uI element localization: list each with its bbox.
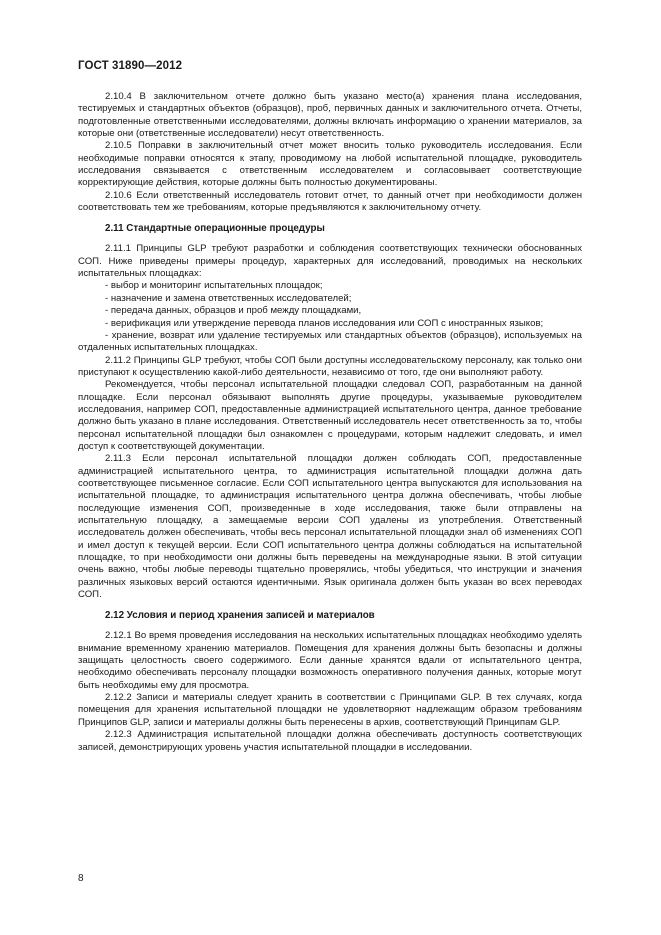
list-item: - выбор и мониторинг испытательных площадок; [105, 280, 323, 292]
paragraph-2-12-1: 2.12.1 Во время проведения исследования на нескольких испытательных площадках необходимо уделять внимание временному хранению материалов. Помещения для хранения должны быть безопасны и должны защищать целостность своего содержимого. Если данные хранятся вдали от испытательного центра, необходимо обеспечивать персоналу площадки возможность оперативного получения данных, которые могут быть необходимы ему для просмотра. [78, 630, 582, 691]
section-heading-2-11: 2.11 Стандартные операционные процедуры [105, 223, 325, 235]
paragraph-2-10-4: 2.10.4 В заключительном отчете должно быть указано место(а) хранения плана исследования, тестируемых и стандартных объектов (образцов), проб, первичных данных и заключительного отчета. Отчеты, подготовленные ответственными исследователями, должны включать информацию о хранении материалов, за которые они (ответственные исследователи) несут ответственность. [78, 91, 582, 140]
paragraph-recommendation: Рекомендуется, чтобы персонал испытательной площадки следовал СОП, разработанным на данной площадке. Если персонал обязывают выполнять другие процедуры, указываемые руководителем исследования, например СОП, предоставленные администрацией испытательного центра, данное требование должно быть указано в плане исследования. Ответственный исследователь несет ответственность за то, чтобы персонал испытательной площадки был ознакомлен с процедурами, которым надлежит следовать, и имел доступ к соответствующей документации. [78, 379, 582, 452]
paragraph-2-12-3: 2.12.3 Администрация испытательной площадки должна обеспечивать доступность соответствующих записей, демонстрирующих уровень участия испытательной площадки в исследовании. [78, 729, 582, 753]
document-body [78, 91, 582, 754]
paragraph-2-11-2: 2.11.2 Принципы GLP требуют, чтобы СОП были доступны исследовательскому персоналу, как только они приступают к осуществлению какой-либо деятельности, независимо от того, где они выполняют работу. [78, 354, 582, 378]
paragraph-2-10-6: 2.10.6 Если ответственный исследователь готовит отчет, то данный отчет при необходимости должен соответствовать тем же требованиям, которые предъявляются к заключительному отчету. [78, 189, 582, 214]
paragraph-2-12-2: 2.12.2 Записи и материалы следует хранить в соответствии с Принципами GLP. В тех случаях, когда помещения для хранения испытательной площадки не удовлетворяют надлежащим образом требованиям Принципов GLP, записи и материалы должны быть перенесены в архив, соответствующий Принципам GLP. [78, 692, 582, 728]
list-item: - назначение и замена ответственных исследователей; [105, 292, 352, 304]
document-header: ГОСТ 31890—2012 [78, 60, 183, 72]
section-heading-2-12: 2.12 Условия и период хранения записей и материалов [105, 610, 375, 622]
paragraph-2-11-3: 2.11.3 Если персонал испытательной площадки должен соблюдать СОП, предоставленные администрацией испытательного центра, то администрация испытательной площадки должна дать соответствующее письменное согласие. Если СОП испытательного центра выпускаются для использования на испытательной площадке, то администрация испытательного центра должна обеспечивать, чтобы любые последующие изменения СОП, произведенные в ходе исследования, также были отправлены на испытательную площадку, а замещаемые версии СОП удалены из употребления. Ответственный исследователь должен обеспечивать, чтобы весь персонал испытательной площадки знал об изменениях СОП и имел доступ к текущей версии. Если СОП испытательного центра должны соблюдаться на испытательной площадке, то при необходимости они должны быть переведены на международные языки. В этой ситуации очень важно, чтобы любые переводы тщательно проверялись, чтобы убедиться, что инструкции и значения различных языковых версий остаются идентичными. Язык оригинала должен быть указан во всех переводах СОП. [78, 453, 582, 601]
list-item: - верификация или утверждение перевода планов исследования или СОП с иностранных языков; [105, 317, 544, 329]
list-item: - передача данных, образцов и проб между площадками, [105, 305, 362, 317]
paragraph-2-11-1: 2.11.1 Принципы GLP требуют разработки и соблюдения соответствующих технически обоснованных СОП. Ниже приведены примеры процедур, характерных для исследований, проводимых на нескольких испытательных площадках: [78, 243, 582, 280]
list-item: - хранение, возврат или удаление тестируемых или стандартных объектов (образцов), используемых на отдаленных испытательных площадках. [78, 329, 582, 354]
page-number: 8 [78, 873, 84, 884]
paragraph-2-10-5: 2.10.5 Поправки в заключительный отчет может вносить только руководитель исследования. Если необходимые поправки относятся к этапу, проводимому на любой испытательной площадке, руководитель исследования связывается с ответственным исследователем и согласовывает соответствующие корректирующие действия, которые должны быть полностью документированы. [78, 140, 582, 189]
